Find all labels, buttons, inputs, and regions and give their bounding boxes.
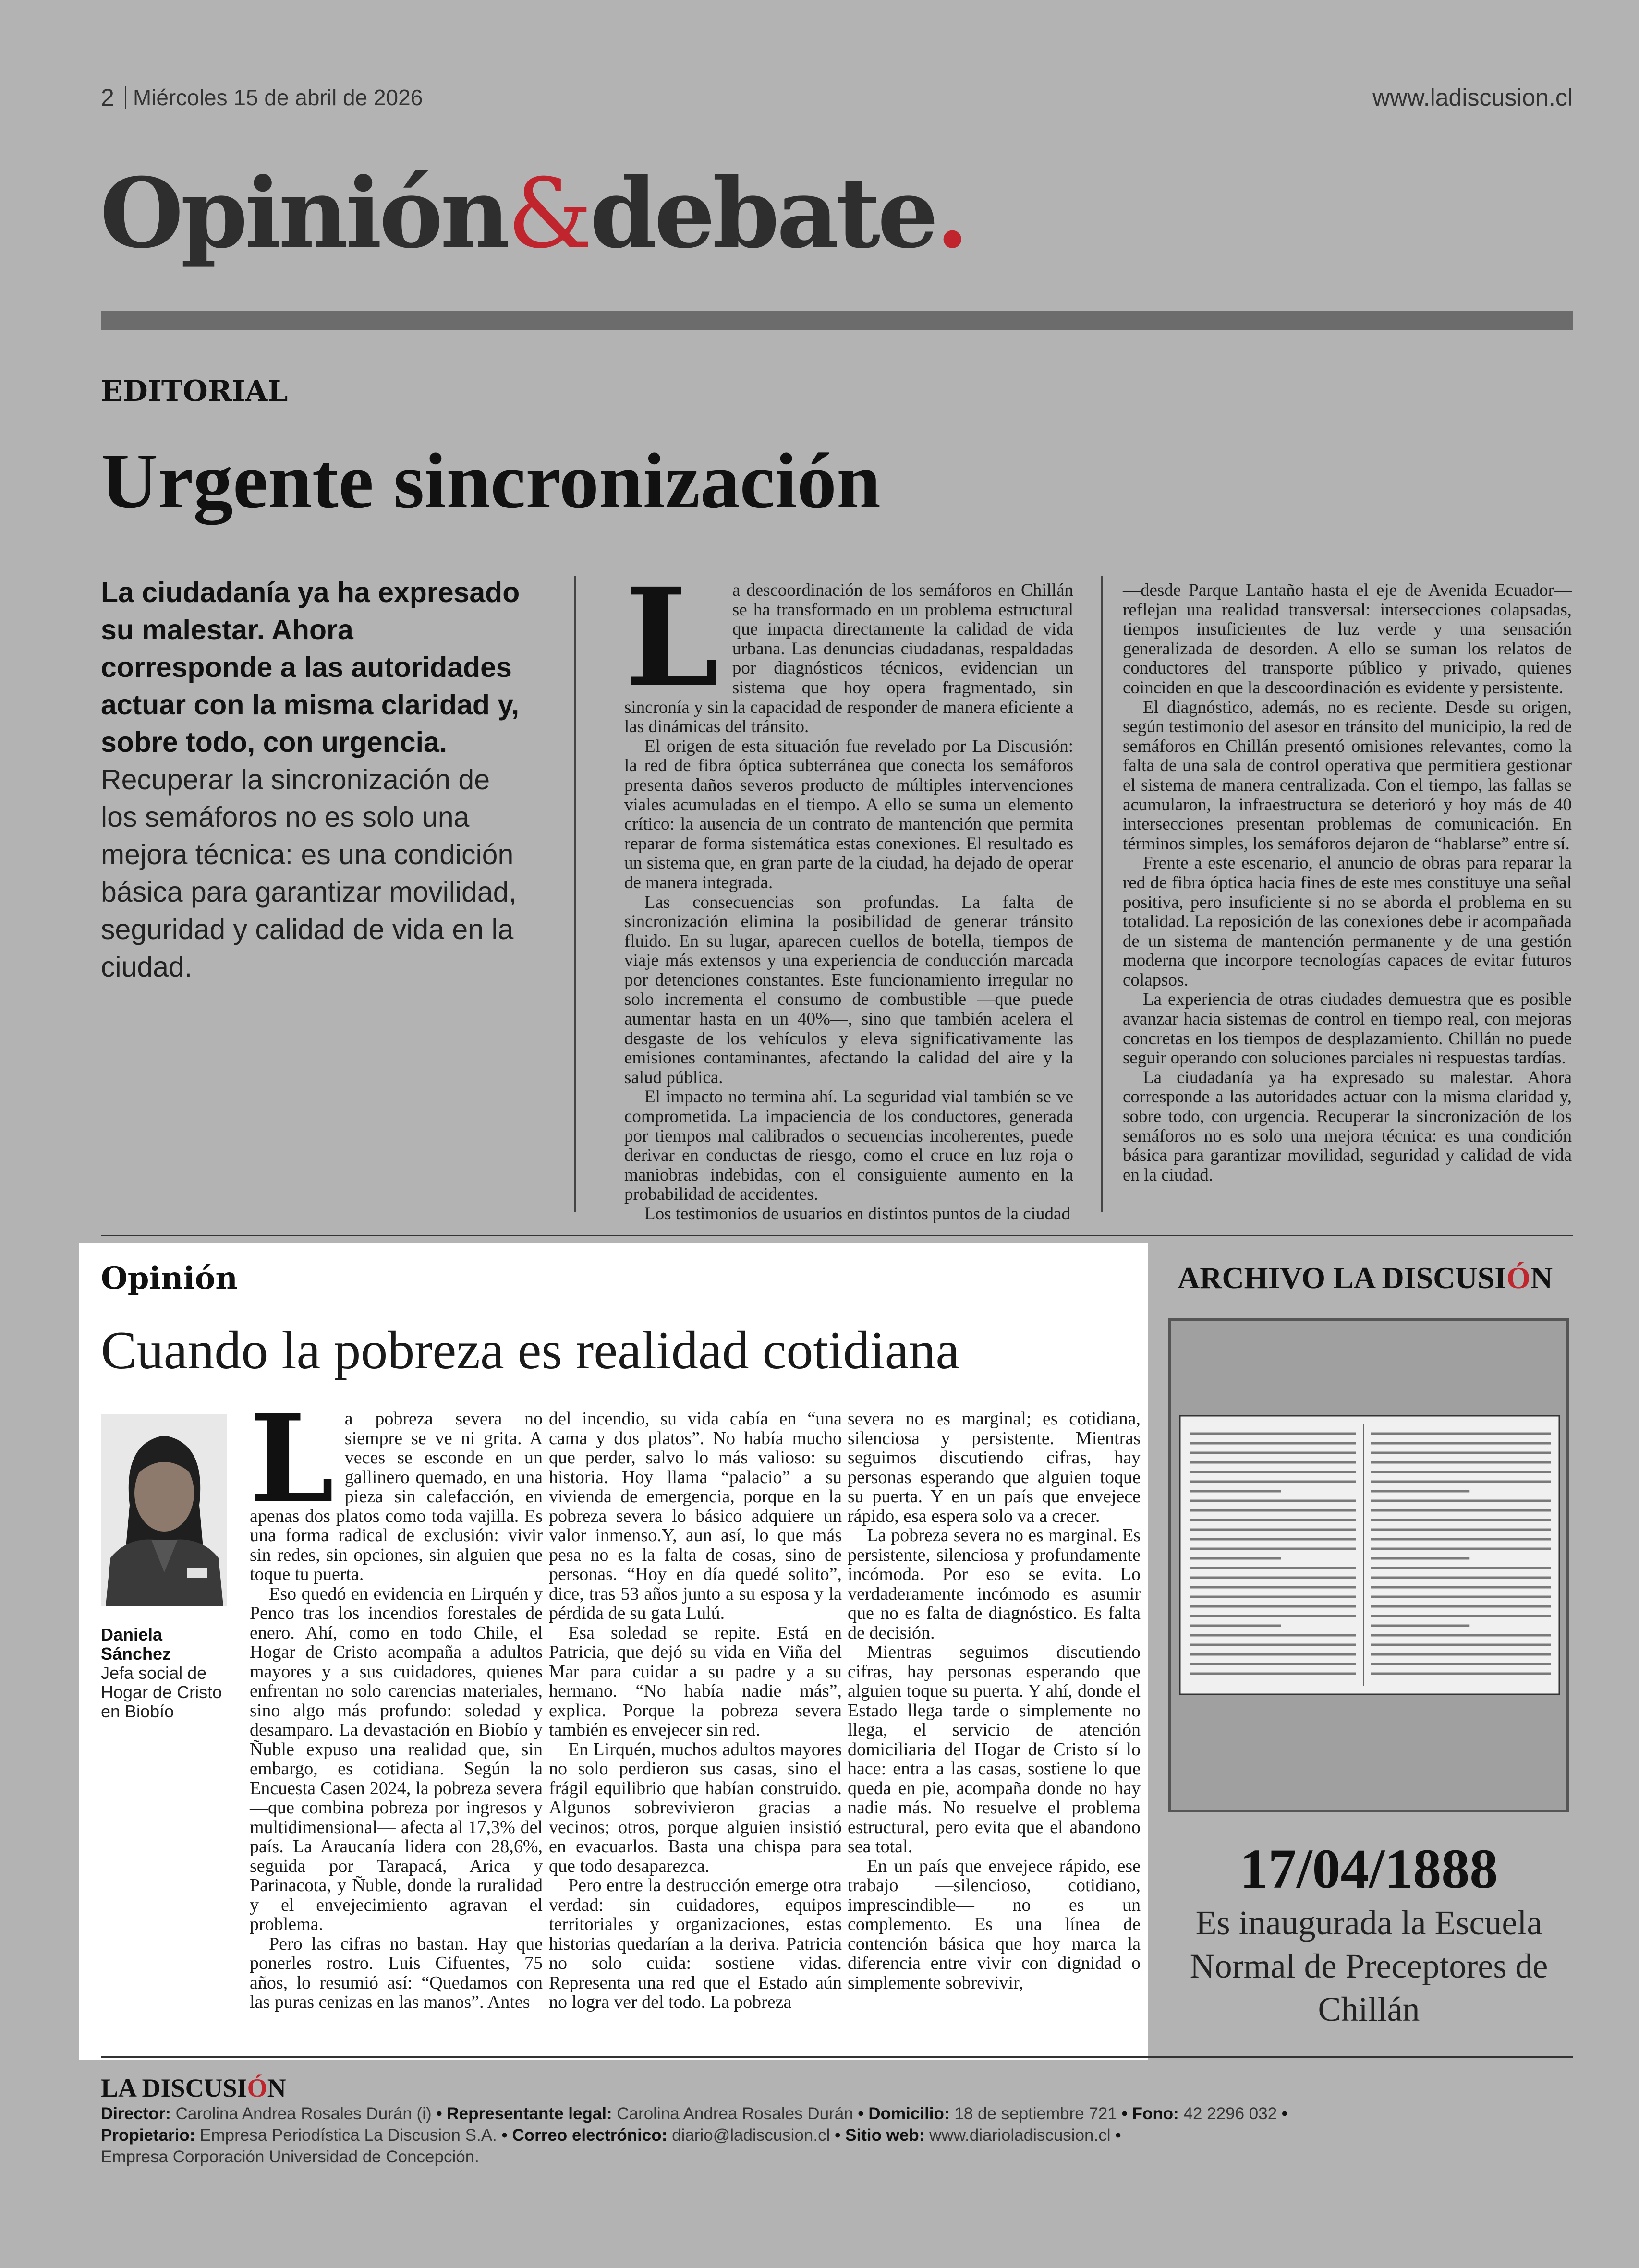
editorial-title: Urgente sincronización <box>101 437 881 525</box>
archive-caption: Es inaugurada la Escuela Normal de Preceptores de Chillán <box>1190 1904 1548 2028</box>
opinion-paragraph: Eso quedó en evidencia en Lirquén y Penco tras los incendios forestales de enero. Ahí, como en todo Chile, el Hogar de Cristo acompaña a adultos mayores y a sus cuidadores, quienes enfrentan no solo carencias materiales, sino algo más profundo: soledad y desamparo. La devastación en Biobío y Ñuble expuso una realidad que, sin embargo, es cotidiana. Según la Encuesta Casen 2024, la pobreza severa —que combina pobreza por ingresos y multidimensional— afecta al 17,3% del país. La Araucanía lidera con 28,6%, seguida por Tarapacá, Arica y Parinacota, y Ñuble, donde la ruralidad y el envejecimiento agravan el problema. <box>250 1583 543 1934</box>
page-meta <box>101 81 423 114</box>
column-divider <box>1101 576 1103 1212</box>
section-word-opinion: Opinión <box>100 157 508 270</box>
editorial-paragraph: El impacto no termina ahí. La seguridad vial también se ve comprometida. La impaciencia de los conductores, generada por tiempos mal calibrados o secuencias incoherentes, puede derivar en conductas de riesgo, como el cruce en luz roja o maniobras indebidas, con el consiguiente aumento en la probabilidad de accidentes. <box>624 1087 1073 1205</box>
opinion-dropcap: L <box>250 1388 334 1529</box>
footer-label: Domicilio: <box>868 2104 950 2123</box>
footer-rule <box>101 2056 1573 2058</box>
footer-logo-text-end: N <box>267 2074 286 2102</box>
opinion-paragraph: del incendio, su vida cabía en “una cama y dos platos”. No había mucho que perder, salvo lo más valioso: su historia. Hoy llama “palacio” a su vivienda de emergencia, porque en la pobreza severa lo básico adquiere un valor inmenso.Y, aun así, lo que más pesa no es la falta de cosas, sino de personas. “Hoy en día quedé solito”, dice, tras 53 años junto a su esposa y la pérdida de su gata Lulú. <box>549 1409 842 1623</box>
editorial-paragraph: Frente a este escenario, el anuncio de obras para reparar la red de fibra óptica hacia fines de este mes constituye una señal positiva, pero insuficiente si no se aborda el problema en su totalidad. La reposición de las conexiones debe ir acompañada de un sistema de mantención permanente y de una gestión moderna que incorpore tecnologías capaces de evitar futuros colapsos. <box>1123 853 1572 990</box>
author-photo <box>101 1414 227 1606</box>
footer-label: Representante legal: <box>447 2104 612 2123</box>
footer-label: Propietario: <box>101 2126 195 2145</box>
opinion-title: Cuando la pobreza es realidad cotidiana <box>101 1321 960 1380</box>
editorial-paragraph: Los testimonios de usuarios en distintos puntos de la ciudad <box>644 1204 1070 1224</box>
footer-label: Sitio web: <box>845 2126 925 2145</box>
editorial-column-1 <box>624 559 1073 1224</box>
section-title <box>100 157 967 270</box>
archive-date: 17/04/1888 <box>1239 1837 1498 1900</box>
author-name: Daniela Sánchez <box>101 1625 171 1664</box>
issue-date: Miércoles 15 de abril de 2026 <box>133 85 423 110</box>
site-url: www.ladiscusion.cl <box>1372 84 1573 111</box>
archive-document-image <box>1171 1321 1566 1810</box>
section-dot: . <box>935 157 967 270</box>
editorial-paragraph: a descoordinación de los semáforos en Chillán se ha transformado en un problema estructural que impacta directamente la calidad de vida urbana. Las denuncias ciudadanas, respaldadas por diagnósticos técnicos, evidencian un sistema que hoy opera fragmentado, sin sincronía y sin la capacidad de responder de manera eficiente a las dinámicas del tránsito. <box>624 580 1073 737</box>
opinion-paragraph: En Lirquén, muchos adultos mayores no solo perdieron sus casas, sino el frágil equilibrio que habían construido. Algunos sobrevivieron gracias a vecinos; otros, porque alguien insistió en evacuarlos. Basta una chispa para que todo desaparezca. <box>549 1739 842 1876</box>
editorial-paragraph: Las consecuencias son profundas. La falta de sincronización elimina la posibilidad de generar tránsito fluido. En su lugar, aparecen cuellos de botella, tiempos de viaje más extensos y una experiencia de conducción marcada por detenciones constantes. Este funcionamiento irregular no solo incrementa el consumo de combustible —que puede aumentar hasta en un 40%—, sino que también acelera el desgaste de los vehículos y eleva significativamente las emisiones contaminantes, afectando la calidad del aire y la salud pública. <box>624 892 1073 1087</box>
archive-label-text-end: N <box>1530 1261 1553 1295</box>
footer-logo <box>101 2073 286 2103</box>
footer-value: Empresa Corporación Universidad de Concepción. <box>101 2147 479 2166</box>
section-word-debate: debate <box>590 157 936 270</box>
editorial-paragraph: El diagnóstico, además, no es reciente. Desde su origen, según testimonio del asesor en tránsito del municipio, la red de semáforos en Chillán presentó omisiones relevantes, como la falta de una sala de control operativa que permitiera gestionar el sistema de manera centralizada. Con el tiempo, las fallas se acumularon, la infraestructura se deterioró y hoy más de 40 intersecciones presentan problemas de comunicación. En términos simples, los semáforos dejaron de “hablarse” entre sí. <box>1123 697 1572 854</box>
opinion-paragraph: Pero las cifras no bastan. Hay que ponerles rostro. Luis Cifuentes, 75 años, lo resumió así: “Quedamos con las puras cenizas en las manos”. Antes <box>250 1933 543 2012</box>
footer-logo-accent: Ó <box>247 2074 267 2102</box>
editorial-paragraph: —desde Parque Lantaño hasta el eje de Avenida Ecuador— reflejan una realidad transversal: intersecciones colapsadas, tiempos insuficientes de luz verde y una sensación generalizada de desorden. A ello se suman los relatos de conductores del transporte público y privado, quienes coinciden en que la descoordinación es evidente y persistente. <box>1123 580 1572 698</box>
opinion-paragraph: Mientras seguimos discutiendo cifras, hay personas esperando que alguien toque su puerta. Y ahí, donde el Estado llega tarde o simplemente no llega, el servicio de atención domiciliaria del Hogar de Cristo sí lo hace: entra a las casas, sostiene lo que queda en pie, acompaña donde no hay nadie más. No resuelve el problema estructural, pero evita que el abandono sea total. <box>848 1642 1141 1857</box>
opinion-paragraph: La pobreza severa no es marginal. Es persistente, silenciosa y profundamente incómoda. Por eso se evita. Lo verdaderamente incómodo es asumir que no es falta de diagnóstico. Es falta de decisión. <box>848 1525 1141 1643</box>
column-divider <box>574 576 576 1212</box>
opinion-paragraph: Pero entre la destrucción emerge otra verdad: sin cuidadores, equipos territoriales y organizaciones, estas historias quedarían a la deriva. Patricia no solo cuida: sostiene vidas. Representa una red que el Estado aún no logra ver del todo. La pobreza <box>549 1875 842 2012</box>
archive-label <box>1178 1260 1553 1296</box>
editorial-kicker: EDITORIAL <box>101 374 288 408</box>
footer-value: 42 2296 032 <box>1183 2104 1277 2123</box>
section-ampersand: & <box>507 158 590 270</box>
meta-divider <box>125 86 126 109</box>
opinion-paragraph: Esa soledad se repite. Está en Patricia, que dejó su vida en Viña del Mar para cuidar a su padre y a su hermano. “No había nadie más”, explica. Porque la pobreza severa también es envejecer sin red. <box>549 1622 842 1740</box>
footer-value: Carolina Andrea Rosales Durán (i) <box>175 2104 432 2123</box>
footer-value: Empresa Periodística La Discusion S.A. <box>200 2126 497 2145</box>
footer-logo-text: LA DISCUSI <box>101 2074 247 2102</box>
editorial-column-2 <box>1123 581 1572 1185</box>
opinion-column-3 <box>848 1409 1141 1992</box>
opinion-paragraph: En un país que envejece rápido, ese trabajo —silencioso, cotidiano, imprescindible— no es un complemento. Es una línea de contención básica que hoy marca la diferencia entre vivir con dignidad o simplemente sobrevivir, <box>848 1856 1141 1993</box>
footer-email-link[interactable]: diario@ladiscusion.cl <box>672 2126 830 2145</box>
footer-value: Carolina Andrea Rosales Durán <box>617 2104 853 2123</box>
opinion-column-1 <box>250 1388 543 2012</box>
footer-label: Director: <box>101 2104 171 2123</box>
editorial-paragraph: El origen de esta situación fue revelado por La Discusión: la red de fibra óptica subterránea que conecta los semáforos presenta daños severos producto de múltiples intervenciones viales acumuladas en el tiempo. A ello se suma un elemento crítico: la ausencia de un contrato de mantención que permita reparar de forma sistemática estas conexiones. El resultado es un sistema que, en gran parte de la ciudad, ha dejado de operar de manera integrada. <box>624 736 1073 893</box>
archive-label-text: ARCHIVO LA DISCUSI <box>1178 1261 1507 1295</box>
page-number: 2 <box>101 84 114 111</box>
opinion-paragraph: a pobreza severa no siempre se ve ni grita. A veces se esconde en un gallinero quemado, en una pieza sin calefacción, en apenas dos platos como toda vajilla. Es una forma radical de exclusión: vivir sin redes, sin opciones, sin alguien que toque tu puerta. <box>250 1409 543 1584</box>
opinion-kicker: Opinión <box>101 1260 238 1296</box>
opinion-paragraph: severa no es marginal; es cotidiana, silenciosa y persistente. Mientras seguimos discutiendo cifras, hay personas esperando que alguien toque su puerta. Y en un país que envejece rápido, esa espera solo va a crecer. <box>848 1409 1141 1526</box>
footer-web-link[interactable]: www.diarioladiscusion.cl <box>929 2126 1111 2145</box>
footer-label: Fono: <box>1132 2104 1179 2123</box>
editorial-lead-rest: Recuperar la sincronización de los semáforos no es solo una mejora técnica: es una condición básica para garantizar movilidad, seguridad y calidad de vida en la ciudad. <box>101 764 517 983</box>
author-role: Jefa social de Hogar de Cristo en Biobío <box>101 1663 222 1721</box>
archive-image-frame <box>1168 1318 1569 1812</box>
editorial-lead-bold: La ciudadanía ya ha expresado su malestar. Ahora corresponde a las autoridades actuar con la misma claridad y, sobre todo, con urgencia. <box>101 577 520 758</box>
section-rule <box>101 1235 1573 1236</box>
footer-credits: Director: Carolina Andrea Rosales Durán (i) • Representante legal: Carolina Andrea Rosales Durán • Domicilio: 18 de septiembre 721 • Fono: 42 2296 032 • Propietario: Empresa Periodística La Discusion S.A. • Correo electrónico: diario@ladiscusion.cl • Sitio web: www.diarioladiscusion.cl • Empresa Corporación Universidad de Concepción. <box>101 2104 1288 2166</box>
editorial-lead <box>101 574 523 986</box>
footer-value: 18 de septiembre 721 <box>954 2104 1117 2123</box>
editorial-dropcap: L <box>624 559 719 717</box>
header-rule <box>101 311 1573 330</box>
editorial-paragraph: La ciudadanía ya ha expresado su malestar. Ahora corresponde a las autoridades actuar con la misma claridad y, sobre todo, con urgencia. Recuperar la sincronización de los semáforos no es solo una mejora técnica: es una condición básica para garantizar movilidad, seguridad y calidad de vida en la ciudad. <box>1123 1067 1572 1185</box>
archive-label-accent: Ó <box>1506 1261 1530 1295</box>
footer-label: Correo electrónico: <box>512 2126 668 2145</box>
editorial-paragraph: La experiencia de otras ciudades demuestra que es posible avanzar hacia sistemas de control en tiempo real, con mejoras concretas en los tiempos de desplazamiento. Chillán no puede seguir operando con soluciones parciales ni respuestas tardías. <box>1123 989 1572 1068</box>
opinion-column-2 <box>549 1409 842 2012</box>
